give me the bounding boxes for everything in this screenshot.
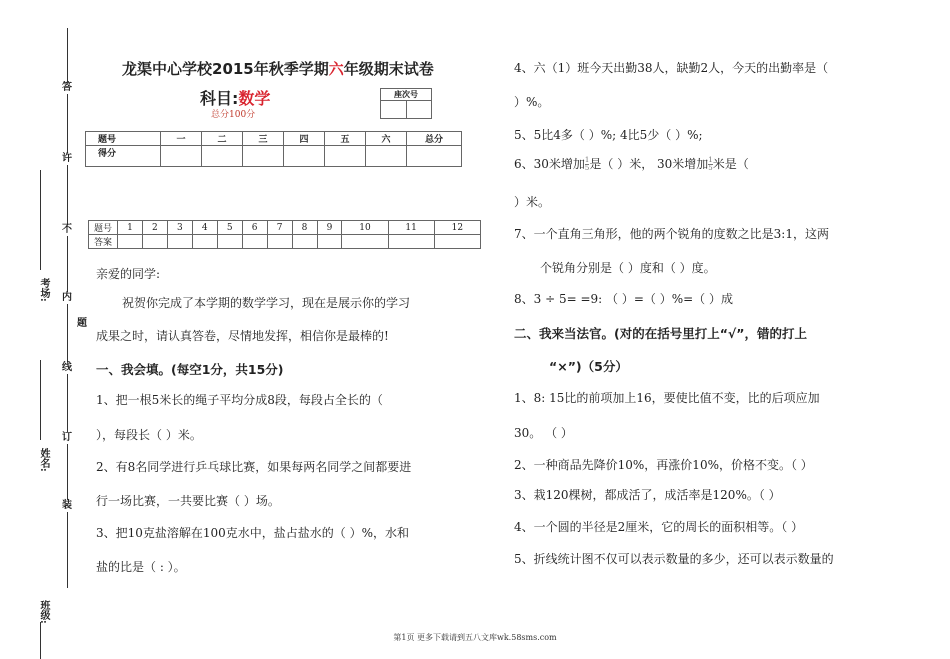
question-2-line-2: 行一场比赛，一共要比赛（ ）场。	[96, 494, 280, 508]
score-header-cell: 题号	[86, 132, 161, 146]
answer-header-cell: 11	[388, 221, 434, 235]
q6-text-2: 是（ ）米， 30米增加	[589, 157, 709, 171]
answer-header-cell: 6	[242, 221, 267, 235]
score-header-cell: 总分	[407, 132, 462, 146]
answer-header-cell: 2	[142, 221, 167, 235]
judge-1-line-2: 30。 （ ）	[514, 426, 573, 440]
score-header-cell: 四	[284, 132, 325, 146]
score-cell[interactable]	[161, 146, 202, 167]
class-label: 班级:	[38, 600, 49, 624]
question-1-line-1: 1、把一根5米长的绳子平均分成8段，每段占全长的（	[96, 393, 383, 407]
score-table	[85, 131, 462, 167]
answer-cell[interactable]	[142, 235, 167, 249]
question-4-line-1: 4、六（1）班今天出勤38人，缺勤2人，今天的出勤率是（	[514, 61, 829, 75]
answer-cell[interactable]	[217, 235, 242, 249]
answer-cell[interactable]	[118, 235, 143, 249]
judge-2: 2、一种商品先降价10%，再涨价10%，价格不变。（ ）	[514, 458, 813, 472]
title-grade: 六	[328, 60, 344, 78]
score-header-cell: 二	[202, 132, 243, 146]
question-3-line-1: 3、把10克盐溶解在100克水中，盐占盐水的（ ）%，水和	[96, 526, 410, 540]
intro-line-2: 成果之时，请认真答卷，尽情地发挥，相信你是最棒的!	[96, 329, 389, 343]
answer-cell[interactable]	[292, 235, 317, 249]
title-prefix: 龙渠中心学校2015年秋季学期	[122, 60, 329, 78]
seal-char-da: 答	[62, 82, 72, 93]
subject-label: 科目:	[200, 89, 239, 108]
answer-header-cell: 题号	[89, 221, 118, 235]
seat-label: 座次号	[381, 89, 432, 101]
page-footer: 第1页 更多下载请到五八文库wk.58sms.com	[393, 633, 557, 642]
answer-header-cell: 8	[292, 221, 317, 235]
name-line	[40, 360, 41, 440]
seal-char-ding: 订	[62, 432, 72, 443]
intro-line-1: 祝贺你完成了本学期的数学学习，现在是展示你的学习	[122, 296, 411, 310]
seal-char-ti: 题	[77, 318, 87, 329]
score-cell[interactable]	[325, 146, 366, 167]
section-1-heading: 一、我会填。(每空1分，共15分)	[96, 362, 284, 377]
q6-text-1: 6、30米增加	[514, 157, 585, 171]
seat-number-box	[380, 88, 432, 119]
q6-text-3: 米是（	[712, 157, 749, 171]
score-header-cell: 六	[366, 132, 407, 146]
answer-cell[interactable]	[242, 235, 267, 249]
fraction-denominator: 5	[584, 164, 590, 172]
question-2-line-1: 2、有8名同学进行乒乓球比赛，如果每两名同学之间都要进	[96, 460, 412, 474]
answer-table	[88, 220, 481, 249]
question-3-line-2: 盐的比是（ : ）。	[96, 560, 186, 574]
score-cell[interactable]	[366, 146, 407, 167]
judge-4: 4、一个圆的半径是2厘米，它的周长的面积相等。（ ）	[514, 520, 804, 534]
subject-value: 数学	[238, 89, 271, 108]
answer-cell[interactable]	[388, 235, 434, 249]
seat-cell-2[interactable]	[406, 101, 432, 119]
seal-char-nei: 内	[62, 292, 72, 303]
answer-cell[interactable]	[167, 235, 192, 249]
seal-char-xu: 许	[62, 153, 72, 164]
answer-header-cell: 10	[342, 221, 388, 235]
answer-cell[interactable]	[192, 235, 217, 249]
score-cell[interactable]	[243, 146, 284, 167]
seal-char-zhuang: 装	[62, 500, 72, 511]
section-2-heading-line-2: “×”)（5分）	[549, 359, 628, 374]
seal-char-xian: 线	[62, 362, 72, 373]
exam-room-label: 考场:	[38, 278, 49, 302]
answer-cell[interactable]	[434, 235, 480, 249]
seat-cell-1[interactable]	[381, 101, 407, 119]
section-2-heading-line-1: 二、我来当法官。(对的在括号里打上“√”，错的打上	[514, 326, 807, 341]
answer-header-cell: 3	[167, 221, 192, 235]
score-row-label: 得分	[86, 146, 161, 167]
judge-5: 5、折线统计图不仅可以表示数量的多少，还可以表示数量的	[514, 552, 834, 566]
answer-header-cell: 4	[192, 221, 217, 235]
answer-cell[interactable]	[342, 235, 388, 249]
fraction-denominator: 5	[708, 164, 713, 172]
question-7-line-1: 7、一个直角三角形，他的两个锐角的度数之比是3:1，这两	[514, 227, 829, 241]
answer-cell[interactable]	[317, 235, 342, 249]
question-8: 8、3 ÷ 5= =9: （ ）=（ ）%=（ ）成	[514, 292, 733, 306]
exam-room-line	[40, 170, 41, 270]
greeting: 亲爱的同学:	[96, 267, 161, 281]
score-cell[interactable]	[284, 146, 325, 167]
question-6-line-2: ）米。	[514, 195, 551, 209]
seal-char-bu: 不	[62, 224, 72, 235]
score-header-cell: 三	[243, 132, 284, 146]
question-5: 5、5比4多（ ）%; 4比5少（ ）%;	[514, 128, 703, 142]
answer-cell[interactable]	[267, 235, 292, 249]
score-header-cell: 五	[325, 132, 366, 146]
name-label: 姓名:	[38, 448, 49, 472]
fraction-numerator: 1	[708, 156, 713, 164]
judge-1-line-1: 1、8: 15比的前项加上16，要使比值不变，比的后项应加	[514, 391, 820, 405]
fraction-numerator: 1	[584, 156, 590, 164]
subject-line	[200, 86, 270, 109]
total-score: 总分100分	[211, 110, 256, 120]
answer-row-label: 答案	[89, 235, 118, 249]
question-7-line-2: 个锐角分别是（ ）度和（ ）度。	[540, 261, 716, 275]
score-cell[interactable]	[202, 146, 243, 167]
title-suffix: 年级期末试卷	[343, 60, 434, 78]
score-cell[interactable]	[407, 146, 462, 167]
judge-3: 3、栽120棵树，都成活了，成活率是120%。（ ）	[514, 488, 781, 502]
answer-header-cell: 9	[317, 221, 342, 235]
answer-header-cell: 12	[434, 221, 480, 235]
score-header-cell: 一	[161, 132, 202, 146]
answer-header-cell: 5	[217, 221, 242, 235]
answer-header-cell: 7	[267, 221, 292, 235]
answer-header-cell: 1	[118, 221, 143, 235]
exam-title	[122, 58, 434, 79]
question-6-line-1	[514, 156, 749, 172]
question-1-line-2: ），每段长（ ）米。	[96, 428, 202, 442]
question-4-line-2: ）%。	[514, 95, 550, 109]
